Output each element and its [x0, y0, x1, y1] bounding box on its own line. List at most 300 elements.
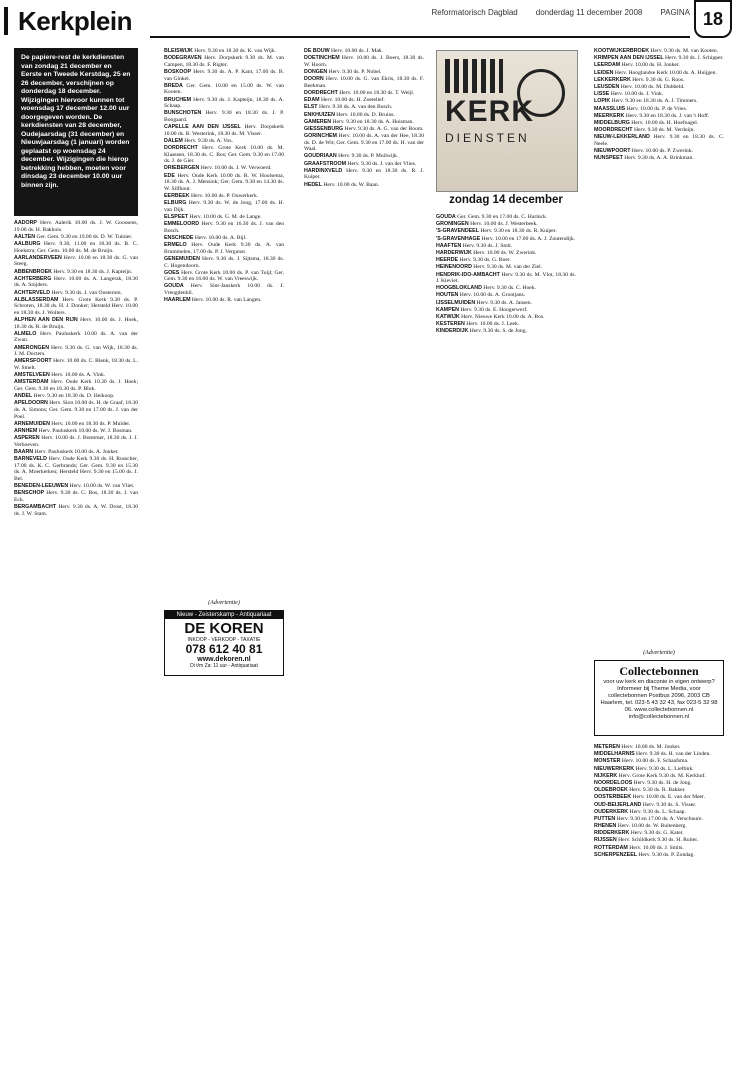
column-4 [436, 214, 576, 1060]
place-name: AALTEN [14, 233, 36, 240]
church-listing [14, 276, 138, 289]
place-name: GRONINGEN [436, 221, 469, 228]
church-listing [436, 250, 576, 257]
place-name: BENSCHOP [14, 490, 45, 497]
church-listing [164, 221, 284, 234]
service-details: Herv. 10.00 ds. A. van der Hee, 18.30 ds. D. de Wit; Ger. Gem. 9.30 en 17.00 ds. H. van der Waal. [304, 133, 424, 153]
place-name: DONGEN [304, 68, 328, 75]
place-name: OLDEBROEK [594, 787, 628, 794]
place-name: ARNEMUIDEN [14, 420, 50, 427]
diensten-logo-text: DIENSTEN [445, 131, 530, 145]
place-name: MONSTER [594, 758, 621, 765]
service-details: Herv. 9.30 ds. C. Hoek. [481, 285, 536, 292]
column-1 [14, 220, 138, 1060]
church-listing [594, 802, 724, 809]
service-details: Herv. 10.00 ds. J. Vink. [609, 91, 664, 98]
service-details: Herv. 10.00 ds. W. van Vliet. [68, 483, 135, 490]
place-name: RIJSSEN [594, 837, 617, 844]
section-title-bar [0, 6, 230, 36]
service-details: Herv. Pauluskerk 10.00 ds. W. J. Bosman. [37, 427, 133, 434]
place-name: DALEM [164, 137, 183, 144]
place-name: AMERSFOORT [14, 358, 52, 365]
service-details: Herv. 9.30 ds. R. Bakker. [627, 787, 686, 794]
church-listing [594, 766, 724, 773]
ad-top-line: Nieuw - Zeisterskamp - Antiquariaat [165, 611, 283, 619]
place-name: ALBLASSERDAM [14, 296, 59, 303]
church-listing [304, 133, 424, 153]
service-details: Herv. 9.30 ds. J. Schipper. [663, 55, 724, 62]
service-details: Ger. Gem. 9.30 en 17.00 ds. C. Harinck. [455, 214, 548, 220]
place-name: ACHTERVELD [14, 289, 51, 296]
service-details: Herv. 9.30 ds. P. Zondag. [636, 851, 695, 858]
service-details: Herv. 10.00 ds. J. Smits. [627, 844, 684, 851]
service-details: Herv. 9.30 ds. A. P. Kant, 17.00 ds. B. van Ginkel. [164, 68, 284, 82]
church-listing [594, 148, 724, 155]
service-details: Herv. 10.00 ds. A. Vink. [49, 372, 106, 379]
church-listing [304, 168, 424, 181]
service-details: Herv. Schildkerk 9.30 ds. H. Ruiter. [616, 837, 699, 844]
place-name: AALBURG [14, 240, 41, 247]
place-name: AARLANDERVEEN [14, 254, 62, 261]
service-details: Herv. 9.30 en 18.30 ds. A. J. Timmers. [610, 98, 698, 105]
place-name: BARNEVELD [14, 456, 47, 463]
service-details: Herv. 9.30 en 18.30 ds. R. Kuiper. [478, 228, 557, 235]
place-name: MOORDRECHT [594, 127, 633, 134]
church-listing [14, 241, 138, 254]
place-name: AMSTELVEEN [14, 372, 50, 379]
place-name: MIDDELHARNIS [594, 751, 635, 758]
church-listing [436, 264, 576, 271]
service-details: Herv. 9.30 ds. M. Vlot, 18.30 ds. J. Kieviet. [436, 271, 576, 285]
church-listing [594, 787, 724, 794]
column-3 [304, 48, 424, 1060]
church-listing [594, 809, 724, 816]
place-name: HEERDE [436, 257, 459, 264]
service-details: Herv. 10.00 en 18.30 ds. P. Mulder. [49, 420, 131, 427]
church-listing [14, 358, 138, 371]
place-name: HAARLEM [164, 297, 191, 304]
ad-title: Collectebonnen [619, 664, 699, 678]
service-details: Herv. 9.30 ds. G. Kater. [629, 830, 684, 837]
place-name: 'S-GRAVENDEEL [436, 228, 479, 235]
church-listing [14, 483, 138, 490]
church-listing [594, 62, 724, 69]
column-5 [594, 48, 724, 646]
service-details: Herv. 9.30 ds. H. de Jong. [632, 779, 692, 786]
place-name: LOPIK [594, 98, 611, 105]
service-date-caption: zondag 14 december [449, 194, 563, 206]
place-name: HAAFTEN [436, 242, 462, 249]
column-2 [164, 48, 284, 602]
service-details: Herv. 9.30 en 18.30 ds. J. van 't Hoff. [624, 112, 710, 119]
place-name: KATWIJK [436, 314, 460, 321]
place-name: LEKKERKERK [594, 76, 631, 83]
church-listing [436, 214, 576, 221]
church-listing [436, 243, 576, 250]
church-listing [436, 272, 576, 285]
place-name: BREDA [164, 82, 183, 89]
place-name: ANDEL [14, 393, 33, 400]
place-name: EDE [164, 172, 175, 179]
church-listing [304, 48, 424, 55]
service-details: Herv. 10.00 en 18.30 ds. T. Weijl. [337, 89, 415, 96]
place-name: DORDRECHT [164, 145, 198, 152]
service-details: Herv. Grote Kerk 9.30 ds. M. Kerkhof. [617, 772, 706, 779]
service-details: Herv. 10.00 ds. W. Baan. [321, 181, 380, 188]
church-listing [594, 127, 724, 134]
place-name: ALPHEN AAN DEN RIJN [14, 317, 78, 324]
service-details: Herv. 9.30 ds. H. van der Linden. [634, 751, 711, 758]
service-details: Herv. 9.30 ds. P. Muilwijk. [336, 153, 399, 160]
church-listing [164, 283, 284, 296]
church-listing [164, 165, 284, 172]
place-name: KRIMPEN AAN DEN IJSSEL [594, 55, 664, 62]
place-name: ACHTERBERG [14, 275, 52, 282]
church-listing [14, 504, 138, 517]
service-details: Herv. Oude Kerk 9.30 ds. A. van Brummelen, 17.00 ds. P. J. Vergunst. [164, 242, 284, 255]
place-name: BODEGRAVEN [164, 55, 202, 62]
place-name: AMERONGEN [14, 344, 50, 351]
church-listing [14, 372, 138, 379]
church-listing [164, 214, 284, 221]
service-details: Herv. 9.30 ds. P. Nobel. [327, 68, 382, 75]
church-listing [164, 193, 284, 200]
church-listing [164, 297, 284, 304]
place-name: DRIEBERGEN [164, 165, 200, 172]
church-listing [164, 110, 284, 123]
service-details: Herv. 10.00 ds. M. Jonker. [619, 744, 681, 750]
church-listing [14, 220, 138, 233]
place-name: EERBEEK [164, 193, 190, 199]
place-name: GOUDA [436, 214, 456, 220]
church-listing [164, 173, 284, 193]
church-listing [164, 256, 284, 269]
service-details: Herv. 10.00 ds. P. Zwerink. [630, 148, 693, 155]
place-name: LEERDAM [594, 62, 621, 69]
place-name: METEREN [594, 744, 620, 750]
service-details: Herv. 9.30 ds. A. W. Drost, 18.30 ds. J. W. Stam. [14, 504, 138, 517]
place-name: ALMELO [14, 330, 37, 337]
place-name: MIDDELBURG [594, 119, 630, 126]
church-listing [304, 112, 424, 119]
service-details: Herv. 9.30 ds. A. G. van der Boom. [343, 125, 424, 132]
collectebonnen-advertisement[interactable] [594, 660, 724, 736]
church-listing [14, 393, 138, 400]
church-listing [304, 182, 424, 189]
place-name: GOUDRIAAN [304, 153, 337, 160]
church-listing [164, 97, 284, 110]
place-name: MAASSLUIS [594, 105, 626, 112]
place-name: KOOTWIJKERBROEK [594, 48, 650, 54]
service-details: Herv. 10.00 ds. H. Zoetelief. [319, 97, 385, 104]
kerk-logo-text: KERK [445, 95, 535, 128]
service-details: Herv. 10.00 ds. A. Langerak, 18.30 ds. A. Snijders. [14, 275, 138, 289]
church-listing [436, 321, 576, 328]
service-details: Herv. Oude Kerk 10.00 ds. R. W. Hoolsema, 18.30 ds. A. J. Mensink; Ger. Gem. 9.30 en 14.30 ds. W. Silfhout. [164, 172, 284, 192]
service-details: Herv. 10.00 ds. F. Schaafsma. [620, 758, 689, 765]
service-details: Herv. 9.30 ds. J. Kapteijn, 18.30 ds. A. Schaap. [164, 96, 284, 110]
service-details: Herv. Sion 10.00 ds. H. de Graaf, 18.30 ds. A. Simons; Ger. Gem. 9.30 en 17.00 ds. J. van der Poel. [14, 400, 138, 420]
church-listing [594, 84, 724, 91]
church-listing [164, 55, 284, 68]
church-listing [164, 200, 284, 213]
place-name: HARDINXVELD [304, 167, 343, 174]
service-details: Herv. 9.30 ds. J. van Oosterom. [50, 289, 122, 296]
place-name: GOES [164, 269, 180, 276]
place-name: NUNSPEET [594, 155, 623, 162]
place-name: RIDDERKERK [594, 830, 630, 837]
church-listing [594, 794, 724, 801]
church-listing [14, 428, 138, 435]
place-name: NIJKERK [594, 772, 618, 779]
advertisement-label: (Advertentie) [208, 600, 240, 606]
service-details: Herv. 9.30 ds. J. Smit. [461, 242, 513, 249]
church-listing [594, 48, 724, 55]
church-listing [164, 235, 284, 242]
service-details: Herv. 10.00 ds. G. M. de Lange. [188, 213, 262, 220]
service-details: Herv. 10.00 ds. D. Bruins. [334, 111, 395, 118]
service-details: Herv. 10.00 ds. J. Boers, 18.30 ds. W. Hoorn. [304, 55, 424, 68]
place-name: HENDRIK-IDO-AMBACHT [436, 271, 500, 278]
service-details: Herv. 10.00 ds. G. van Ekris, 18.30 ds. F. Beekman. [304, 76, 424, 89]
page-label: PAGINA [660, 8, 690, 17]
header-rule [150, 36, 690, 38]
church-listing [436, 236, 576, 243]
church-listing [14, 400, 138, 420]
place-name: DOETINCHEM [304, 55, 340, 62]
place-name: BLEISWIJK [164, 48, 193, 54]
service-details: Herv. 9.30 ds. L. Schaap. [628, 808, 686, 815]
church-listing [164, 270, 284, 283]
service-details: Herv. 10.00 ds. M. Dubbeld. [619, 83, 685, 90]
place-name: 'S-GRAVENHAGE [436, 235, 481, 242]
ad-website-link[interactable]: www.dekoren.nl [197, 656, 251, 663]
service-details: Ger. Gem. 10.00 en 15.00 ds. W. van Kooten. [164, 82, 284, 96]
ad-services: INKOOP - VERKOOP - TAXATIE [187, 637, 261, 643]
place-name: OUDERKERK [594, 808, 629, 815]
ad-opening-hours: Di t/m Za: 11 uur - Antiquariaat [190, 663, 258, 669]
church-listing [14, 255, 138, 268]
service-details: Herv. 10.00 ds. J. Hoek, 18.30 ds. R. de Bruijn. [14, 317, 138, 330]
place-name: AADORP [14, 220, 37, 226]
place-name: HARDERWIJK [436, 249, 472, 256]
church-listing [14, 490, 138, 503]
place-name: NIEUW-LEKKERLAND [594, 134, 650, 141]
service-details: Herv. 9.30 ds. L. Lieftink. [634, 765, 694, 772]
service-details: Herv. 9.30 ds. A. A. Brinkman. [622, 155, 694, 162]
church-listing [14, 421, 138, 428]
church-listing [164, 124, 284, 137]
service-details: Herv. 10.00 ds. H. Jonker. [620, 62, 680, 69]
place-name: KAMPEN [436, 306, 459, 313]
place-name: ELBURG [164, 200, 187, 207]
place-name: SCHERPENZEEL [594, 851, 637, 858]
church-listing [14, 297, 138, 317]
service-details: Herv. Dorpskerk 10.00 ds. B. Westerink, 18.30 ds. M. Visser. [164, 124, 284, 137]
service-details: Herv. 10.00 ds. J. Bremmer, 18.30 ds. J. J. Verhoeven. [14, 435, 138, 448]
place-name: LISSE [594, 91, 610, 98]
church-listing [304, 126, 424, 133]
newspaper-name: Reformatorisch Dagblad [431, 8, 518, 17]
church-listing [164, 83, 284, 96]
place-name: NOORDELOOS [594, 779, 633, 786]
service-details: Herv. 10.00 ds. E. van der Meer. [631, 794, 705, 801]
place-name: GIESSENBURG [304, 125, 344, 132]
place-name: ERMELO [164, 242, 187, 249]
church-listing [14, 290, 138, 297]
issue-date: donderdag 11 december 2008 [535, 8, 643, 17]
place-name: PUTTEN [594, 815, 616, 822]
kerkdiensten-image [436, 50, 578, 192]
service-details: Herv. 10.00 ds. J. Westerbeek. [468, 221, 538, 228]
church-listing [304, 97, 424, 104]
church-listing [594, 77, 724, 84]
service-details: Herv. Oude Kerk 9.30 ds. H. Russcher, 17.00 ds. K. C. Gerbrands; Ger. Gem. 9.30 en 15.30 ds. A. Moerkerken; Hersteld Herv. 9.30 en 15.00 ds. J. Bel. [14, 456, 138, 482]
church-listing [594, 134, 724, 147]
service-details: Herv. 9.30 ds. E. Hoogerwerf. [458, 306, 528, 313]
place-name: ELSPEET [164, 213, 189, 220]
church-listing [594, 852, 724, 859]
church-listing [164, 242, 284, 255]
place-name: DOORN [304, 76, 324, 83]
service-details: Herv. 9.30 en 18.30 ds. J. Kapteijn. [51, 268, 133, 275]
church-listing [594, 113, 724, 120]
service-details: Herv. Sint-Janskerk 10.00 ds. J. Vreugdenhil. [164, 283, 284, 297]
church-listing [594, 70, 724, 77]
service-details: Herv. 10.00 ds. W. Zwerink. [471, 249, 537, 256]
church-listing [164, 145, 284, 165]
place-name: IJSSELMUIDEN [436, 299, 476, 306]
place-name: NIEUWERKERK [594, 765, 635, 772]
church-listing [436, 257, 576, 264]
place-name: RHENEN [594, 823, 617, 830]
place-name: DE BOUW [304, 48, 330, 54]
church-listing [14, 331, 138, 344]
place-name: AMSTERDAM [14, 379, 49, 386]
ad-phone: 078 612 40 81 [185, 642, 263, 656]
service-details: Herv. 10.00 ds. H. Hoefnagel. [629, 119, 699, 126]
service-details: Herv. 9.30 ds. M. van der Ziel. [471, 264, 543, 271]
church-listing [594, 773, 724, 780]
church-listing [594, 823, 724, 830]
service-details: Herv. Aalerik 10.00 ds. J. W. Goossens, 19.00 ds. H. Bakhuis. [14, 220, 138, 233]
church-listing [594, 106, 724, 113]
service-details: Herv. 9.30 ds. G. van Wijk, 18.30 ds. J. M. Docters. [14, 344, 138, 358]
service-details: Herv. Pauluskerk 10.00 ds. A. Jonker. [33, 448, 119, 455]
place-name: DORDRECHT [304, 89, 338, 96]
church-listing [304, 90, 424, 97]
service-details: Herv. 10.00 ds. A. Bijl. [193, 234, 247, 241]
service-details: Herv. 9.30 en 18.30 ds. D. Heikoop. [32, 393, 115, 400]
church-listing [594, 837, 724, 844]
place-name: LEUSDEN [594, 83, 620, 90]
service-details: Herv. Hooglandse Kerk 10.00 ds. A. Huijgen. [613, 69, 717, 76]
service-details: Herv. Oude Kerk 10.30 ds. J. Hoek; Ger. Gem. 9.30 en 16.30 ds. P. Blok. [14, 379, 138, 392]
church-listing [594, 98, 724, 105]
place-name: HEDEL [304, 181, 322, 188]
church-listing [436, 292, 576, 299]
place-name: OUD-BEIJERLAND [594, 801, 642, 808]
place-name: GENEMUIDEN [164, 255, 200, 262]
service-details: Herv. 9.30 ds. C. Bos, 18.30 ds. J. van Eck. [14, 490, 138, 503]
church-listing [436, 300, 576, 307]
church-listing [436, 228, 576, 235]
church-listing [304, 119, 424, 126]
church-listing [14, 449, 138, 456]
service-details: Herv. 10.00 ds. C. Blenk, 18.30 ds. L. W. Smelt. [14, 358, 138, 371]
church-listing [14, 379, 138, 392]
advertisement-label-2: (Advertentie) [643, 650, 675, 656]
church-listing [304, 69, 424, 76]
church-listing [436, 314, 576, 321]
page-header [0, 0, 738, 40]
service-details: Herv. Nieuwe Kerk 10.00 ds. A. Bos. [459, 314, 545, 321]
church-listing [164, 48, 284, 55]
service-details: Herv. 9.30 en 18.30 ds. R. J. Kuiper. [304, 167, 424, 181]
header-meta [431, 8, 690, 17]
place-name: EDAM [304, 97, 320, 104]
service-details: Herv. 9.30 ds. S. Visser. [641, 801, 697, 808]
place-name: BOSKOOP [164, 68, 192, 75]
service-details: Herv. Pauluskerk 10.00 ds. A. van der Zwan. [14, 330, 138, 344]
intro-notice: De papiere-rest de kerkdiensten van zondag 21 december en Eerste en Tweede Kerstdag, 25 en 26 december, verschijnen op donderdag 18 december. Wijzigingen hiervoor kunnen tot woensdag 17 december 12.00 uur doorgegeven worden. De kerkdiensten van 28 december, Oudejaarsdag (31 december) en Nieuwjaarsdag (1 januari) worden geplaatst op woensdag 24 december. Wijzigingen die hierop betrekking hebben, moeten voor dinsdag 23 december 10.00 uur binnen zijn. [14, 48, 138, 216]
place-name: HEINENOORD [436, 264, 472, 271]
service-details: Herv. 9.30 ds. M. van Kooten. [649, 48, 719, 54]
place-name: MEERKERK [594, 112, 625, 119]
place-name: ROTTERDAM [594, 844, 628, 851]
service-details: Herv. 9.30 en 18.30 ds. C. Neele. [594, 134, 724, 147]
church-listing [594, 751, 724, 758]
church-listing [594, 744, 724, 751]
church-listing [14, 234, 138, 241]
place-name: GRAAFSTROOM [304, 160, 347, 167]
place-name: NIEUWPOORT [594, 148, 631, 155]
service-details: Herv. 10.00 ds. J. W. Verwoerd. [199, 165, 272, 172]
service-details: Herv. Dorpskerk 9.30 ds. M. van Campen, 18.30 ds. F. Rigter. [164, 55, 284, 68]
place-name: HOOGBLOKLAND [436, 285, 482, 292]
service-details: Herv. 9.30 ds. M. Verduijn. [632, 127, 695, 134]
place-name: BRUCHEM [164, 96, 192, 103]
church-listing [304, 104, 424, 111]
place-name: CAPELLE AAN DEN IJSSEL [164, 124, 241, 131]
place-name: ARNHEM [14, 427, 38, 434]
church-listing [304, 161, 424, 168]
church-listing [14, 269, 138, 276]
place-name: BERGAMBACHT [14, 504, 57, 510]
place-name: ELST [304, 104, 318, 111]
church-listing [594, 845, 724, 852]
place-name: APELDOORN [14, 400, 48, 407]
page-number: 18 [694, 0, 732, 38]
church-listing [436, 328, 576, 335]
service-details: Herv. 9.30 en 18.30 ds. A. Huisman. [331, 118, 414, 125]
place-name: KESTEREN [436, 321, 465, 328]
church-listing [14, 317, 138, 330]
church-listing [594, 55, 724, 62]
service-details: Herv. 9.30, 11.00 en 18.30 ds. B. C. Hoekstra; Ger. Gem. 10.00 ds. M. de Bruijn. [14, 240, 138, 254]
church-listing [164, 69, 284, 82]
dekoren-advertisement[interactable] [164, 610, 284, 676]
service-details: Herv. 9.30 ds. A. Vos. [182, 137, 233, 144]
service-details: Herv. 10.00 ds. J. Leek. [464, 321, 520, 328]
service-details: Herv. 10.00 ds. W. Ruitenberg. [616, 823, 687, 830]
place-name: EMMELOORD [164, 221, 200, 228]
service-details: Herv. 9.30 ds. A. van den Bosch. [317, 104, 393, 111]
church-listing [594, 155, 724, 162]
service-details: Herv. 10.00 en 18.30 ds. G. van Steeg. [14, 254, 138, 268]
column-6 [594, 744, 724, 1060]
service-details: Herv. 9.30 en 18.30 ds. J. P. Boogaard. [164, 110, 284, 123]
